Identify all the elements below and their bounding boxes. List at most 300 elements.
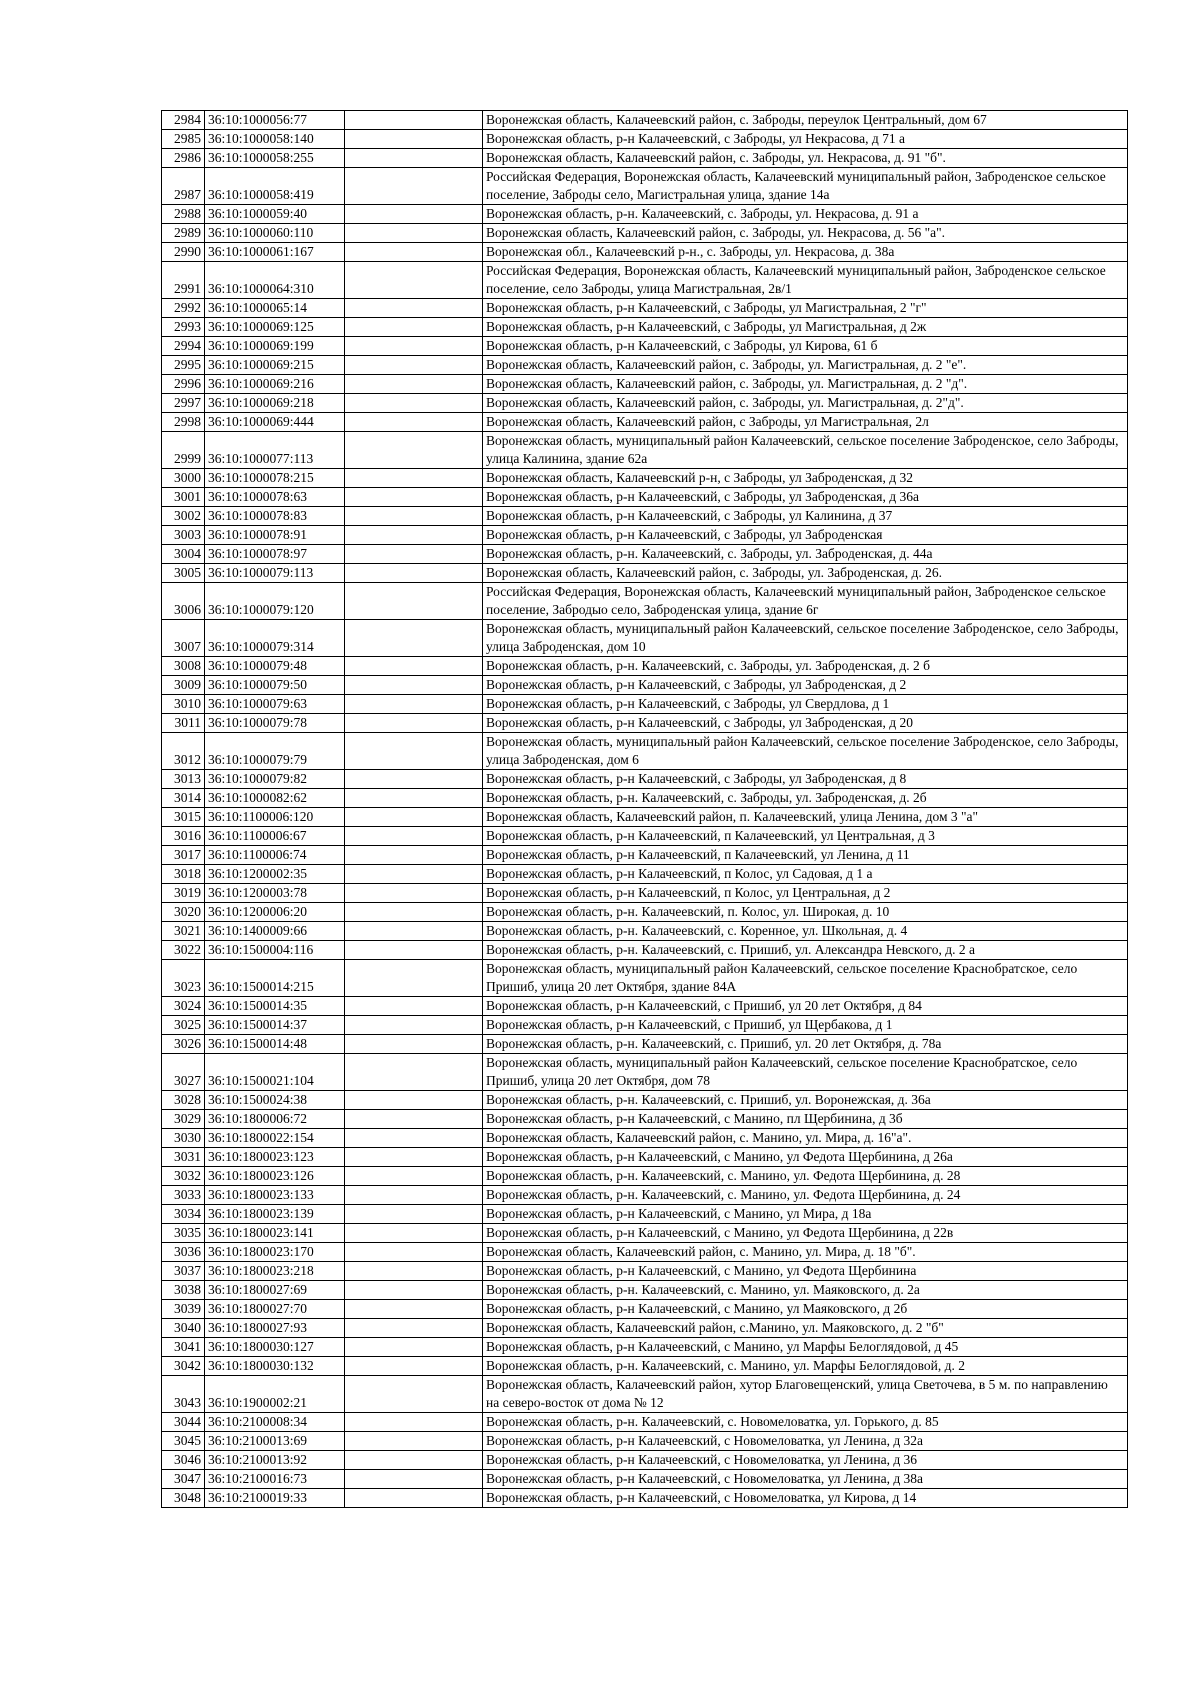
address-cell: Воронежская область, муниципальный район Калачеевский, сельское поселение Заброденское, село Заброды, улица Заброденская, дом 6: [483, 733, 1128, 770]
row-number-cell: 3020: [162, 903, 205, 922]
cadastral-number-cell: 36:10:1000069:218: [205, 394, 345, 413]
table-row: [162, 884, 1128, 903]
address-cell: Воронежская область, Калачеевский район, с. Заброды, ул. Некрасова, д. 56 "а".: [483, 224, 1128, 243]
empty-cell: [345, 733, 483, 770]
cadastral-number-cell: 36:10:1000058:255: [205, 149, 345, 168]
cadastral-number-cell: 36:10:1000069:216: [205, 375, 345, 394]
empty-cell: [345, 149, 483, 168]
cadastral-number-cell: 36:10:1000078:97: [205, 545, 345, 564]
row-number-cell: 3041: [162, 1338, 205, 1357]
address-cell: Воронежская обл., Калачеевский р-н., с. Заброды, ул. Некрасова, д. 38а: [483, 243, 1128, 262]
table-row: [162, 1376, 1128, 1413]
empty-cell: [345, 1016, 483, 1035]
row-number-cell: 3045: [162, 1432, 205, 1451]
address-cell: Воронежская область, р-н. Калачеевский, с. Коренное, ул. Школьная, д. 4: [483, 922, 1128, 941]
table-row: [162, 1451, 1128, 1470]
cadastral-number-cell: 36:10:1400009:66: [205, 922, 345, 941]
table-row: [162, 1110, 1128, 1129]
empty-cell: [345, 1470, 483, 1489]
row-number-cell: 3004: [162, 545, 205, 564]
address-cell: Воронежская область, р-н Калачеевский, с Новомеловатка, ул Ленина, д 32а: [483, 1432, 1128, 1451]
address-cell: Воронежская область, муниципальный район Калачеевский, сельское поселение Краснобратское, село Пришиб, улица 20 лет Октября, здание 84А: [483, 960, 1128, 997]
table-row: [162, 676, 1128, 695]
row-number-cell: 3005: [162, 564, 205, 583]
empty-cell: [345, 1357, 483, 1376]
empty-cell: [345, 1489, 483, 1508]
address-cell: Воронежская область, Калачеевский район, с. Заброды, ул. Магистральная, д. 2 "е".: [483, 356, 1128, 375]
address-cell: Воронежская область, р-н Калачеевский, с Новомеловатка, ул Кирова, д 14: [483, 1489, 1128, 1508]
table-row: [162, 545, 1128, 564]
table-row: [162, 413, 1128, 432]
row-number-cell: 3009: [162, 676, 205, 695]
empty-cell: [345, 1300, 483, 1319]
row-number-cell: 3044: [162, 1413, 205, 1432]
table-row: [162, 808, 1128, 827]
row-number-cell: 2995: [162, 356, 205, 375]
table-row: [162, 1432, 1128, 1451]
row-number-cell: 3019: [162, 884, 205, 903]
table-row: [162, 526, 1128, 545]
cadastral-number-cell: 36:10:1800023:126: [205, 1167, 345, 1186]
table-row: [162, 243, 1128, 262]
empty-cell: [345, 1338, 483, 1357]
cadastral-number-cell: 36:10:1000078:63: [205, 488, 345, 507]
empty-cell: [345, 1110, 483, 1129]
empty-cell: [345, 695, 483, 714]
cadastral-number-cell: 36:10:1500021:104: [205, 1054, 345, 1091]
table-row: [162, 1338, 1128, 1357]
empty-cell: [345, 846, 483, 865]
row-number-cell: 3038: [162, 1281, 205, 1300]
table-row: [162, 1262, 1128, 1281]
cadastral-number-cell: 36:10:1200006:20: [205, 903, 345, 922]
register-table: [161, 110, 1128, 1508]
cadastral-number-cell: 36:10:1000058:419: [205, 168, 345, 205]
empty-cell: [345, 299, 483, 318]
row-number-cell: 3000: [162, 469, 205, 488]
address-cell: Воронежская область, р-н Калачеевский, с Новомеловатка, ул Ленина, д 36: [483, 1451, 1128, 1470]
empty-cell: [345, 224, 483, 243]
address-cell: Воронежская область, р-н Калачеевский, с Заброды, ул Кирова, 61 б: [483, 337, 1128, 356]
row-number-cell: 2999: [162, 432, 205, 469]
cadastral-number-cell: 36:10:1000059:40: [205, 205, 345, 224]
cadastral-number-cell: 36:10:1100006:120: [205, 808, 345, 827]
table-row: [162, 564, 1128, 583]
cadastral-number-cell: 36:10:1200002:35: [205, 865, 345, 884]
table-row: [162, 205, 1128, 224]
empty-cell: [345, 903, 483, 922]
address-cell: Воронежская область, р-н. Калачеевский, с. Пришиб, ул. Александра Невского, д. 2 а: [483, 941, 1128, 960]
row-number-cell: 2997: [162, 394, 205, 413]
cadastral-number-cell: 36:10:1500014:35: [205, 997, 345, 1016]
cadastral-number-cell: 36:10:2100013:92: [205, 1451, 345, 1470]
empty-cell: [345, 1054, 483, 1091]
empty-cell: [345, 1451, 483, 1470]
empty-cell: [345, 1224, 483, 1243]
address-cell: Воронежская область, Калачеевский район, с. Заброды, ул. Магистральная, д. 2"д".: [483, 394, 1128, 413]
row-number-cell: 3030: [162, 1129, 205, 1148]
row-number-cell: 3011: [162, 714, 205, 733]
cadastral-number-cell: 36:10:1000060:110: [205, 224, 345, 243]
empty-cell: [345, 827, 483, 846]
empty-cell: [345, 337, 483, 356]
row-number-cell: 2992: [162, 299, 205, 318]
address-cell: Воронежская область, Калачеевский р-н, с Заброды, ул Заброденская, д 32: [483, 469, 1128, 488]
address-cell: Воронежская область, р-н Калачеевский, с Заброды, ул Заброденская: [483, 526, 1128, 545]
table-row: [162, 356, 1128, 375]
cadastral-number-cell: 36:10:1000079:78: [205, 714, 345, 733]
row-number-cell: 3033: [162, 1186, 205, 1205]
table-row: [162, 1281, 1128, 1300]
address-cell: Воронежская область, Калачеевский район, с. Заброды, ул. Заброденская, д. 26.: [483, 564, 1128, 583]
address-cell: Воронежская область, р-н Калачеевский, с Заброды, ул Калинина, д 37: [483, 507, 1128, 526]
empty-cell: [345, 1376, 483, 1413]
register-table-body: [162, 111, 1128, 1508]
table-row: [162, 299, 1128, 318]
row-number-cell: 3028: [162, 1091, 205, 1110]
table-row: [162, 1300, 1128, 1319]
empty-cell: [345, 1205, 483, 1224]
address-cell: Воронежская область, р-н Калачеевский, с Манино, ул Федота Щербинина, д 22в: [483, 1224, 1128, 1243]
cadastral-number-cell: 36:10:1800023:218: [205, 1262, 345, 1281]
empty-cell: [345, 507, 483, 526]
cadastral-number-cell: 36:10:1000078:215: [205, 469, 345, 488]
cadastral-number-cell: 36:10:1000079:50: [205, 676, 345, 695]
address-cell: Воронежская область, Калачеевский район, с. Заброды, переулок Центральный, дом 67: [483, 111, 1128, 130]
cadastral-number-cell: 36:10:1000079:79: [205, 733, 345, 770]
cadastral-number-cell: 36:10:2100008:34: [205, 1413, 345, 1432]
address-cell: Воронежская область, муниципальный район Калачеевский, сельское поселение Заброденское, село Заброды, улица Калинина, здание 62а: [483, 432, 1128, 469]
row-number-cell: 3039: [162, 1300, 205, 1319]
row-number-cell: 3007: [162, 620, 205, 657]
empty-cell: [345, 394, 483, 413]
table-row: [162, 1413, 1128, 1432]
row-number-cell: 3014: [162, 789, 205, 808]
empty-cell: [345, 1413, 483, 1432]
table-row: [162, 714, 1128, 733]
empty-cell: [345, 1319, 483, 1338]
address-cell: Воронежская область, р-н Калачеевский, с Заброды, ул Магистральная, 2 "г": [483, 299, 1128, 318]
table-row: [162, 1357, 1128, 1376]
address-cell: Воронежская область, р-н Калачеевский, п Колос, ул Садовая, д 1 а: [483, 865, 1128, 884]
table-row: [162, 620, 1128, 657]
table-row: [162, 657, 1128, 676]
empty-cell: [345, 789, 483, 808]
table-row: [162, 375, 1128, 394]
table-row: [162, 922, 1128, 941]
address-cell: Воронежская область, р-н. Калачеевский, с. Пришиб, ул. Воронежская, д. 36а: [483, 1091, 1128, 1110]
table-row: [162, 149, 1128, 168]
cadastral-number-cell: 36:10:1800023:139: [205, 1205, 345, 1224]
cadastral-number-cell: 36:10:1800023:123: [205, 1148, 345, 1167]
cadastral-number-cell: 36:10:1000061:167: [205, 243, 345, 262]
cadastral-number-cell: 36:10:1500014:215: [205, 960, 345, 997]
cadastral-number-cell: 36:10:1000058:140: [205, 130, 345, 149]
row-number-cell: 3029: [162, 1110, 205, 1129]
cadastral-number-cell: 36:10:1800023:133: [205, 1186, 345, 1205]
table-row: [162, 1489, 1128, 1508]
table-row: [162, 1148, 1128, 1167]
cadastral-number-cell: 36:10:1000079:63: [205, 695, 345, 714]
row-number-cell: 3024: [162, 997, 205, 1016]
cadastral-number-cell: 36:10:2100013:69: [205, 1432, 345, 1451]
cadastral-number-cell: 36:10:1000069:215: [205, 356, 345, 375]
address-cell: Воронежская область, р-н. Калачеевский, с. Пришиб, ул. 20 лет Октября, д. 78а: [483, 1035, 1128, 1054]
empty-cell: [345, 865, 483, 884]
empty-cell: [345, 318, 483, 337]
table-row: [162, 168, 1128, 205]
table-row: [162, 1167, 1128, 1186]
address-cell: Воронежская область, Калачеевский район, хутор Благовещенский, улица Светочева, в 5 м. по направлению на северо-восток от дома № 12: [483, 1376, 1128, 1413]
address-cell: Российская Федерация, Воронежская область, Калачеевский муниципальный район, Заброденское сельское поселение, Заброды село, Магистральная улица, здание 14а: [483, 168, 1128, 205]
empty-cell: [345, 356, 483, 375]
address-cell: Воронежская область, муниципальный район Калачеевский, сельское поселение Краснобратское, село Пришиб, улица 20 лет Октября, дом 78: [483, 1054, 1128, 1091]
address-cell: Воронежская область, Калачеевский район, с. Заброды, ул. Некрасова, д. 91 "б".: [483, 149, 1128, 168]
table-row: [162, 827, 1128, 846]
cadastral-number-cell: 36:10:1200003:78: [205, 884, 345, 903]
row-number-cell: 3017: [162, 846, 205, 865]
cadastral-number-cell: 36:10:1800022:154: [205, 1129, 345, 1148]
address-cell: Воронежская область, р-н. Калачеевский, п. Колос, ул. Широкая, д. 10: [483, 903, 1128, 922]
row-number-cell: 3016: [162, 827, 205, 846]
address-cell: Воронежская область, р-н. Калачеевский, с. Манино, ул. Марфы Белоглядовой, д. 2: [483, 1357, 1128, 1376]
cadastral-number-cell: 36:10:1000079:314: [205, 620, 345, 657]
empty-cell: [345, 205, 483, 224]
empty-cell: [345, 130, 483, 149]
row-number-cell: 3022: [162, 941, 205, 960]
address-cell: Воронежская область, Калачеевский район, с. Манино, ул. Мира, д. 16"а".: [483, 1129, 1128, 1148]
empty-cell: [345, 620, 483, 657]
row-number-cell: 3027: [162, 1054, 205, 1091]
cadastral-number-cell: 36:10:1800027:69: [205, 1281, 345, 1300]
row-number-cell: 2990: [162, 243, 205, 262]
row-number-cell: 3036: [162, 1243, 205, 1262]
table-row: [162, 960, 1128, 997]
table-row: [162, 770, 1128, 789]
row-number-cell: 3002: [162, 507, 205, 526]
row-number-cell: 3034: [162, 1205, 205, 1224]
table-row: [162, 507, 1128, 526]
address-cell: Воронежская область, р-н. Калачеевский, с. Новомеловатка, ул. Горького, д. 85: [483, 1413, 1128, 1432]
address-cell: Воронежская область, р-н Калачеевский, с Заброды, ул Свердлова, д 1: [483, 695, 1128, 714]
row-number-cell: 3040: [162, 1319, 205, 1338]
address-cell: Воронежская область, р-н. Калачеевский, с. Заброды, ул. Заброденская, д. 2б: [483, 789, 1128, 808]
row-number-cell: 3010: [162, 695, 205, 714]
cadastral-number-cell: 36:10:1500014:37: [205, 1016, 345, 1035]
table-row: [162, 733, 1128, 770]
cadastral-number-cell: 36:10:2100016:73: [205, 1470, 345, 1489]
table-row: [162, 262, 1128, 299]
cadastral-number-cell: 36:10:1000069:125: [205, 318, 345, 337]
cadastral-number-cell: 36:10:2100019:33: [205, 1489, 345, 1508]
address-cell: Воронежская область, р-н. Калачеевский, с. Заброды, ул. Заброденская, д. 2 б: [483, 657, 1128, 676]
row-number-cell: 3046: [162, 1451, 205, 1470]
table-row: [162, 941, 1128, 960]
table-row: [162, 394, 1128, 413]
row-number-cell: 3048: [162, 1489, 205, 1508]
row-number-cell: 3032: [162, 1167, 205, 1186]
address-cell: Воронежская область, Калачеевский район, п. Калачеевский, улица Ленина, дом 3 "а": [483, 808, 1128, 827]
address-cell: Воронежская область, р-н Калачеевский, п Калачеевский, ул Ленина, д 11: [483, 846, 1128, 865]
empty-cell: [345, 564, 483, 583]
cadastral-number-cell: 36:10:1000077:113: [205, 432, 345, 469]
table-row: [162, 1205, 1128, 1224]
address-cell: Воронежская область, р-н Калачеевский, с Заброды, ул Заброденская, д 36а: [483, 488, 1128, 507]
table-row: [162, 789, 1128, 808]
empty-cell: [345, 922, 483, 941]
row-number-cell: 2989: [162, 224, 205, 243]
address-cell: Воронежская область, Калачеевский район, с Заброды, ул Магистральная, 2л: [483, 413, 1128, 432]
address-cell: Воронежская область, р-н Калачеевский, с Манино, ул Марфы Белоглядовой, д 45: [483, 1338, 1128, 1357]
address-cell: Воронежская область, р-н. Калачеевский, с. Заброды, ул. Некрасова, д. 91 а: [483, 205, 1128, 224]
table-row: [162, 1224, 1128, 1243]
address-cell: Воронежская область, р-н. Калачеевский, с. Заброды, ул. Заброденская, д. 44а: [483, 545, 1128, 564]
empty-cell: [345, 657, 483, 676]
address-cell: Воронежская область, р-н Калачеевский, с Заброды, ул Заброденская, д 2: [483, 676, 1128, 695]
empty-cell: [345, 432, 483, 469]
address-cell: Воронежская область, р-н. Калачеевский, с. Манино, ул. Федота Щербинина, д. 24: [483, 1186, 1128, 1205]
table-row: [162, 1470, 1128, 1489]
row-number-cell: 3003: [162, 526, 205, 545]
row-number-cell: 3047: [162, 1470, 205, 1489]
address-cell: Воронежская область, муниципальный район Калачеевский, сельское поселение Заброденское, село Заброды, улица Заброденская, дом 10: [483, 620, 1128, 657]
empty-cell: [345, 714, 483, 733]
cadastral-number-cell: 36:10:1000079:113: [205, 564, 345, 583]
row-number-cell: 2993: [162, 318, 205, 337]
empty-cell: [345, 1243, 483, 1262]
table-row: [162, 469, 1128, 488]
table-row: [162, 1129, 1128, 1148]
cadastral-number-cell: 36:10:1000069:444: [205, 413, 345, 432]
empty-cell: [345, 1091, 483, 1110]
address-cell: Воронежская область, Калачеевский район, с.Манино, ул. Маяковского, д. 2 "б": [483, 1319, 1128, 1338]
empty-cell: [345, 997, 483, 1016]
row-number-cell: 2996: [162, 375, 205, 394]
table-row: [162, 432, 1128, 469]
cadastral-number-cell: 36:10:1000064:310: [205, 262, 345, 299]
table-row: [162, 1319, 1128, 1338]
row-number-cell: 2998: [162, 413, 205, 432]
row-number-cell: 2986: [162, 149, 205, 168]
address-cell: Воронежская область, р-н Калачеевский, с Манино, ул Маяковского, д 2б: [483, 1300, 1128, 1319]
cadastral-number-cell: 36:10:1000078:83: [205, 507, 345, 526]
row-number-cell: 3013: [162, 770, 205, 789]
empty-cell: [345, 1186, 483, 1205]
cadastral-number-cell: 36:10:1800027:70: [205, 1300, 345, 1319]
row-number-cell: 3037: [162, 1262, 205, 1281]
empty-cell: [345, 1129, 483, 1148]
empty-cell: [345, 526, 483, 545]
table-row: [162, 111, 1128, 130]
row-number-cell: 2988: [162, 205, 205, 224]
table-row: [162, 318, 1128, 337]
address-cell: Воронежская область, р-н. Калачеевский, с. Манино, ул. Маяковского, д. 2а: [483, 1281, 1128, 1300]
empty-cell: [345, 1281, 483, 1300]
table-row: [162, 488, 1128, 507]
address-cell: Воронежская область, Калачеевский район, с. Заброды, ул. Магистральная, д. 2 "д".: [483, 375, 1128, 394]
address-cell: Воронежская область, р-н Калачеевский, с Новомеловатка, ул Ленина, д 38а: [483, 1470, 1128, 1489]
address-cell: Российская Федерация, Воронежская область, Калачеевский муниципальный район, Заброденское сельское поселение, Забродыо село, Заброденская улица, здание 6г: [483, 583, 1128, 620]
address-cell: Воронежская область, р-н Калачеевский, с Манино, ул Федота Щербинина, д 26а: [483, 1148, 1128, 1167]
address-cell: Воронежская область, р-н. Калачеевский, с. Манино, ул. Федота Щербинина, д. 28: [483, 1167, 1128, 1186]
cadastral-number-cell: 36:10:1000082:62: [205, 789, 345, 808]
empty-cell: [345, 1262, 483, 1281]
empty-cell: [345, 770, 483, 789]
empty-cell: [345, 413, 483, 432]
cadastral-number-cell: 36:10:1000078:91: [205, 526, 345, 545]
cadastral-number-cell: 36:10:1800030:132: [205, 1357, 345, 1376]
cadastral-number-cell: 36:10:1000079:120: [205, 583, 345, 620]
address-cell: Воронежская область, р-н Калачеевский, с Пришиб, ул Щербакова, д 1: [483, 1016, 1128, 1035]
row-number-cell: 3023: [162, 960, 205, 997]
cadastral-number-cell: 36:10:1800006:72: [205, 1110, 345, 1129]
address-cell: Воронежская область, р-н Калачеевский, с Заброды, ул Некрасова, д 71 а: [483, 130, 1128, 149]
table-row: [162, 1091, 1128, 1110]
row-number-cell: 3042: [162, 1357, 205, 1376]
row-number-cell: 3008: [162, 657, 205, 676]
empty-cell: [345, 1148, 483, 1167]
cadastral-number-cell: 36:10:1100006:74: [205, 846, 345, 865]
table-row: [162, 997, 1128, 1016]
row-number-cell: 2994: [162, 337, 205, 356]
empty-cell: [345, 941, 483, 960]
address-cell: Воронежская область, р-н Калачеевский, п Колос, ул Центральная, д 2: [483, 884, 1128, 903]
table-row: [162, 1035, 1128, 1054]
row-number-cell: 3006: [162, 583, 205, 620]
row-number-cell: 2985: [162, 130, 205, 149]
empty-cell: [345, 676, 483, 695]
row-number-cell: 3026: [162, 1035, 205, 1054]
row-number-cell: 3035: [162, 1224, 205, 1243]
address-cell: Воронежская область, Калачеевский район, с. Манино, ул. Мира, д. 18 "б".: [483, 1243, 1128, 1262]
cadastral-number-cell: 36:10:1900002:21: [205, 1376, 345, 1413]
empty-cell: [345, 262, 483, 299]
table-row: [162, 903, 1128, 922]
cadastral-number-cell: 36:10:1000079:82: [205, 770, 345, 789]
address-cell: Воронежская область, р-н Калачеевский, с Манино, ул Мира, д 18а: [483, 1205, 1128, 1224]
address-cell: Воронежская область, р-н Калачеевский, с Заброды, ул Заброденская, д 8: [483, 770, 1128, 789]
cadastral-number-cell: 36:10:1800023:170: [205, 1243, 345, 1262]
address-cell: Воронежская область, р-н Калачеевский, с Заброды, ул Магистральная, д 2ж: [483, 318, 1128, 337]
row-number-cell: 3043: [162, 1376, 205, 1413]
address-cell: Воронежская область, р-н Калачеевский, с Заброды, ул Заброденская, д 20: [483, 714, 1128, 733]
table-row: [162, 130, 1128, 149]
empty-cell: [345, 1167, 483, 1186]
table-row: [162, 1054, 1128, 1091]
row-number-cell: 2987: [162, 168, 205, 205]
empty-cell: [345, 808, 483, 827]
table-row: [162, 865, 1128, 884]
cadastral-number-cell: 36:10:1000065:14: [205, 299, 345, 318]
row-number-cell: 3031: [162, 1148, 205, 1167]
row-number-cell: 2984: [162, 111, 205, 130]
address-cell: Воронежская область, р-н Калачеевский, с Пришиб, ул 20 лет Октября, д 84: [483, 997, 1128, 1016]
empty-cell: [345, 583, 483, 620]
cadastral-number-cell: 36:10:1800027:93: [205, 1319, 345, 1338]
empty-cell: [345, 1432, 483, 1451]
cadastral-number-cell: 36:10:1100006:67: [205, 827, 345, 846]
cadastral-number-cell: 36:10:1000069:199: [205, 337, 345, 356]
table-row: [162, 846, 1128, 865]
table-row: [162, 337, 1128, 356]
empty-cell: [345, 488, 483, 507]
table-row: [162, 1243, 1128, 1262]
table-row: [162, 583, 1128, 620]
empty-cell: [345, 375, 483, 394]
cadastral-number-cell: 36:10:1500024:38: [205, 1091, 345, 1110]
table-row: [162, 1186, 1128, 1205]
cadastral-number-cell: 36:10:1000079:48: [205, 657, 345, 676]
